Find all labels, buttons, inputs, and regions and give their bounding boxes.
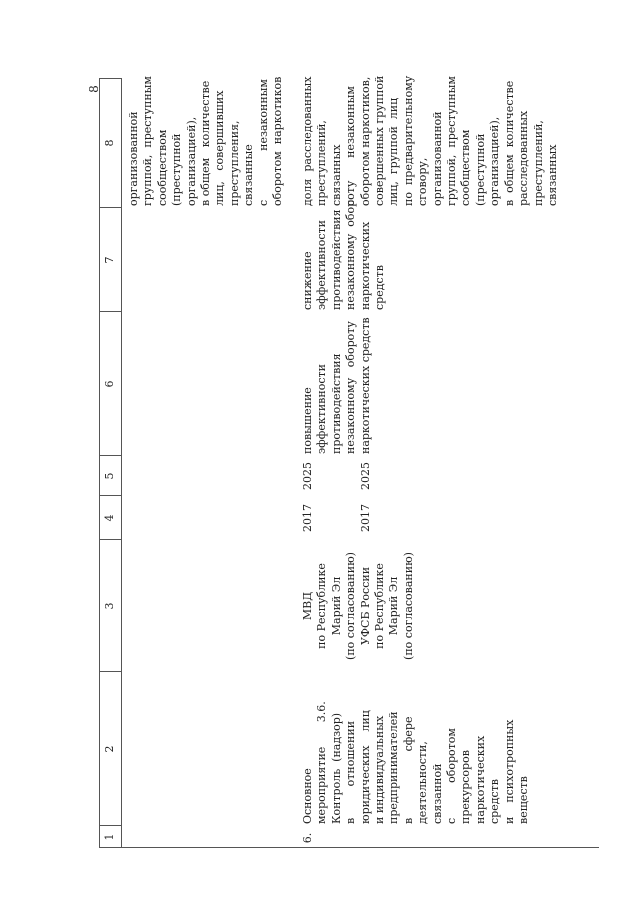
- start-year-2: 2017: [359, 504, 372, 532]
- expected-result: повышение эффективности противодействия незаконному обороту наркотических средств: [301, 317, 372, 454]
- header-col-6: 6: [103, 380, 116, 388]
- header-col-1: 1: [103, 833, 116, 841]
- start-year: 2017: [301, 504, 314, 532]
- header-col-7: 7: [103, 256, 116, 264]
- indicator: доля расследованных преступлений, связанных с незаконным оборотом наркотиков, совершенных группой лиц, группой лиц по предварительному сговору, организованной группой, преступным сообществом (преступной организацией), в общем количестве расследованных преступлений, связанных: [301, 75, 559, 206]
- header-col-3: 3: [103, 602, 116, 610]
- measure-description: Основное мероприятие 3.6. Контроль (надзор) в отношении юридических лиц и индивидуальных предпринимателей в сфере деятельности, связанной с оборотом прекурсоров наркотических средств и психотропных веществ: [301, 701, 531, 824]
- header-row-divider: [121, 78, 122, 848]
- end-year-2: 2025: [359, 462, 372, 490]
- executor: МВД по Республике Марий Эл (по согласованию) УФСБ России по Республике Марий Эл (по согласованию): [301, 552, 415, 660]
- row-number: 6.: [301, 832, 314, 844]
- prev-row-indicator: организованной группой, преступным сообществом (преступной организацией), в общем количестве лиц, совершивших преступления, связанные с незаконным оборотом наркотиков: [127, 76, 285, 206]
- header-col-8: 8: [103, 139, 116, 147]
- header-col-4: 4: [103, 514, 116, 522]
- header-col-2: 2: [103, 745, 116, 753]
- end-year: 2025: [301, 462, 314, 490]
- rotated-table: [99, 75, 599, 848]
- table-left-border: [99, 847, 599, 848]
- header-col-5: 5: [103, 472, 116, 480]
- non-implementation-consequence: снижение эффективности противодействия незаконному обороту наркотических средств: [301, 180, 387, 310]
- page-number: 8: [86, 85, 101, 93]
